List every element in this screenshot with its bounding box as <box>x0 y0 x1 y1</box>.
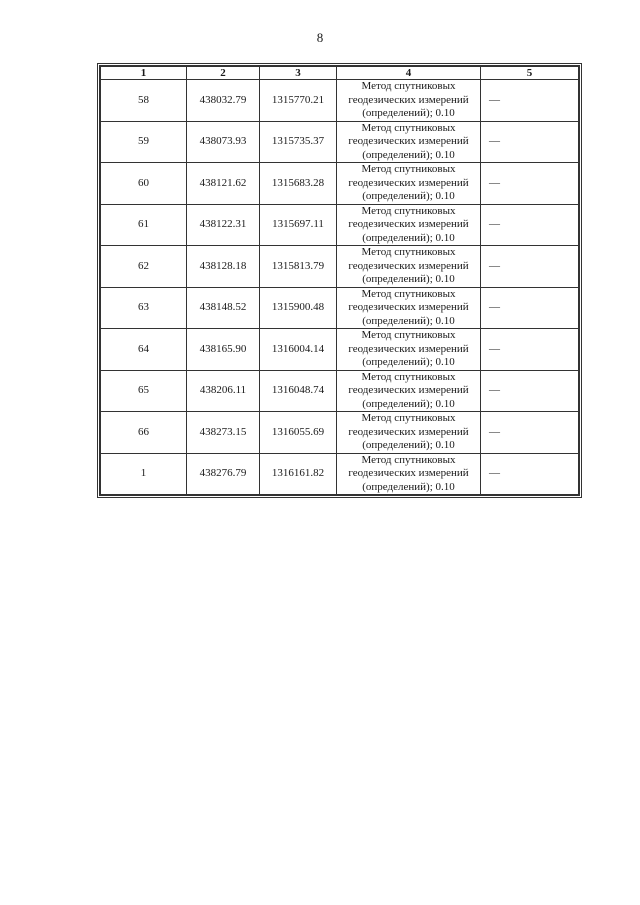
note-cell: — <box>481 412 579 454</box>
method-cell <box>337 453 481 495</box>
header-col-1: 1 <box>101 67 187 80</box>
coordinates-table <box>100 66 579 495</box>
method-line: геодезических измерений <box>348 259 469 272</box>
x-coordinate-cell: 438121.62 <box>187 163 260 205</box>
method-line: геодезических измерений <box>348 384 469 396</box>
table-body <box>101 80 579 495</box>
header-col-2: 2 <box>187 67 260 80</box>
table-row <box>101 246 579 288</box>
y-coordinate-cell: 1316161.82 <box>260 453 337 495</box>
note-cell: — <box>481 246 579 288</box>
method-line: (определений); 0.10 <box>362 397 455 410</box>
x-coordinate-cell: 438206.11 <box>187 370 260 412</box>
method-cell <box>337 163 481 205</box>
y-coordinate-cell: 1315683.28 <box>260 163 337 205</box>
header-col-3: 3 <box>260 67 337 80</box>
x-coordinate-cell: 438032.79 <box>187 80 260 122</box>
method-cell <box>337 246 481 288</box>
note-cell: — <box>481 204 579 246</box>
method-line: Метод спутниковых <box>361 453 456 466</box>
x-coordinate-cell: 438128.18 <box>187 246 260 288</box>
point-number-cell: 61 <box>101 204 187 246</box>
method-line: (определений); 0.10 <box>362 356 455 368</box>
method-line: геодезических измерений <box>348 218 469 230</box>
point-number-cell: 63 <box>101 287 187 329</box>
y-coordinate-cell: 1315770.21 <box>260 80 337 122</box>
y-coordinate-cell: 1315813.79 <box>260 246 337 288</box>
table-row <box>101 412 579 454</box>
x-coordinate-cell: 438148.52 <box>187 287 260 329</box>
method-line: Метод спутниковых <box>361 329 456 341</box>
method-line: геодезических измерений <box>348 176 469 189</box>
table-row <box>101 121 579 163</box>
method-cell <box>337 287 481 329</box>
method-line: Метод спутниковых <box>361 121 456 134</box>
point-number-cell: 59 <box>101 121 187 163</box>
method-line: (определений); 0.10 <box>362 231 455 244</box>
x-coordinate-cell: 438165.90 <box>187 329 260 371</box>
method-line: (определений); 0.10 <box>362 439 455 451</box>
header-col-4: 4 <box>337 67 481 80</box>
note-cell: — <box>481 370 579 412</box>
method-line: Метод спутниковых <box>361 204 456 217</box>
method-line: Метод спутниковых <box>361 412 456 424</box>
method-line: Метод спутниковых <box>361 287 456 300</box>
method-line: геодезических измерений <box>348 342 469 355</box>
table-row <box>101 204 579 246</box>
table-header-row <box>101 67 579 80</box>
method-line: (определений); 0.10 <box>362 314 455 327</box>
point-number-cell: 58 <box>101 80 187 122</box>
point-number-cell: 65 <box>101 370 187 412</box>
method-line: геодезических измерений <box>348 467 469 479</box>
method-line: геодезических измерений <box>348 135 469 147</box>
note-cell: — <box>481 329 579 371</box>
method-line: Метод спутниковых <box>361 246 456 258</box>
method-cell <box>337 370 481 412</box>
point-number-cell: 60 <box>101 163 187 205</box>
table-row <box>101 370 579 412</box>
note-cell: — <box>481 163 579 205</box>
method-cell <box>337 412 481 454</box>
x-coordinate-cell: 438122.31 <box>187 204 260 246</box>
note-cell: — <box>481 287 579 329</box>
method-cell <box>337 121 481 163</box>
method-line: (определений); 0.10 <box>362 107 455 119</box>
coordinates-table-frame <box>97 63 582 498</box>
table-row <box>101 329 579 371</box>
method-line: Метод спутниковых <box>361 163 456 175</box>
y-coordinate-cell: 1315735.37 <box>260 121 337 163</box>
method-line: Метод спутниковых <box>361 80 456 92</box>
method-line: геодезических измерений <box>348 425 469 438</box>
method-cell <box>337 329 481 371</box>
y-coordinate-cell: 1315697.11 <box>260 204 337 246</box>
point-number-cell: 66 <box>101 412 187 454</box>
y-coordinate-cell: 1315900.48 <box>260 287 337 329</box>
x-coordinate-cell: 438276.79 <box>187 453 260 495</box>
note-cell: — <box>481 453 579 495</box>
method-line: (определений); 0.10 <box>362 148 455 161</box>
method-line: (определений); 0.10 <box>362 190 455 202</box>
method-cell <box>337 80 481 122</box>
point-number-cell: 1 <box>101 453 187 495</box>
note-cell: — <box>481 80 579 122</box>
y-coordinate-cell: 1316004.14 <box>260 329 337 371</box>
note-cell: — <box>481 121 579 163</box>
table-row <box>101 287 579 329</box>
method-line: геодезических измерений <box>348 93 469 106</box>
page-number: 8 <box>316 30 324 45</box>
method-line: (определений); 0.10 <box>362 273 455 285</box>
y-coordinate-cell: 1316048.74 <box>260 370 337 412</box>
table-row <box>101 80 579 122</box>
method-line: (определений); 0.10 <box>362 480 455 493</box>
point-number-cell: 64 <box>101 329 187 371</box>
table-row <box>101 453 579 495</box>
method-line: геодезических измерений <box>348 301 469 313</box>
point-number-cell: 62 <box>101 246 187 288</box>
method-cell <box>337 204 481 246</box>
y-coordinate-cell: 1316055.69 <box>260 412 337 454</box>
x-coordinate-cell: 438073.93 <box>187 121 260 163</box>
x-coordinate-cell: 438273.15 <box>187 412 260 454</box>
table-row <box>101 163 579 205</box>
method-line: Метод спутниковых <box>361 370 456 383</box>
header-col-5: 5 <box>481 67 579 80</box>
